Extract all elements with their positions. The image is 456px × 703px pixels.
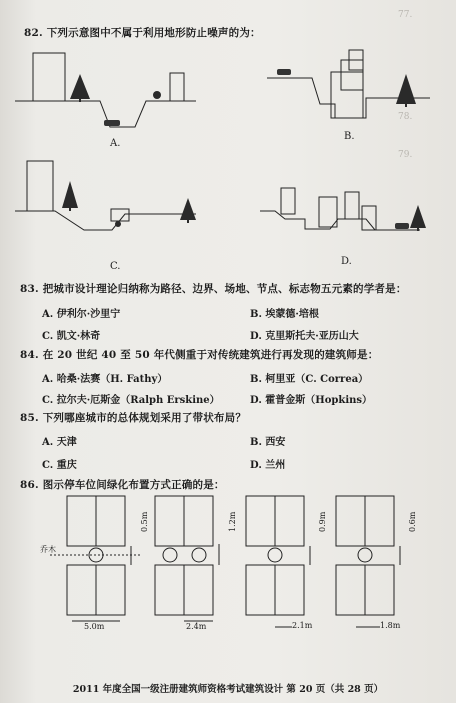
question-82: 82. 下列示意图中不属于利用地形防止噪声的为：: [24, 27, 261, 39]
question-84: 84. 在 20 世纪 40 至 50 年代侧重于对传统建筑进行再发现的建筑师是：: [20, 349, 379, 361]
q84-option-a[interactable]: A. 哈桑·法赛（H. Fathy）: [42, 374, 168, 385]
page-footer: 2011 年度全国一级注册建筑师资格考试建筑设计 第 20 页（共 28 页）: [72, 684, 384, 695]
q83-option-c[interactable]: C. 凯文·林奇: [42, 331, 101, 342]
q83-option-d[interactable]: D. 克里斯托夫·亚历山大: [250, 331, 359, 342]
tree-circle-icon: [163, 548, 177, 562]
dim-d-horizontal: 1.8m: [380, 621, 401, 630]
bleed-through-text: 77.: [398, 10, 413, 20]
q85-option-a[interactable]: A. 天津: [42, 437, 77, 448]
q84-option-c[interactable]: C. 拉尔夫·厄斯金（Ralph Erskine）: [42, 395, 220, 406]
dim-d-vertical: 0.6m: [408, 511, 417, 532]
bleed-through-text: 78.: [398, 112, 413, 122]
q82-label-b: B.: [344, 131, 355, 142]
q84-option-b[interactable]: B. 柯里亚（C. Correa）: [250, 374, 369, 385]
tree-label: 乔木: [40, 545, 56, 554]
dim-c-vertical: 0.9m: [318, 511, 327, 532]
dim-c-horizontal: 2.1m: [292, 621, 313, 630]
tree-circle-icon: [192, 548, 206, 562]
dim-b-vertical: 1.2m: [228, 511, 237, 532]
question-86: 86. 图示停车位间绿化布置方式正确的是：: [20, 479, 225, 491]
dim-a-vertical: 0.5m: [140, 511, 149, 532]
tree-circle-icon: [268, 548, 282, 562]
q82-label-c: C.: [110, 261, 121, 272]
q83-option-b[interactable]: B. 埃蒙德·培根: [250, 309, 319, 320]
q82-label-a: A.: [110, 138, 121, 149]
q82-label-d: D.: [341, 256, 352, 267]
question-85: 85. 下列哪座城市的总体规划采用了带状布局？: [20, 412, 247, 424]
q84-option-d[interactable]: D. 霍普金斯（Hopkins）: [250, 395, 373, 406]
dim-a-horizontal: 5.0m: [84, 622, 105, 631]
q83-option-a[interactable]: A. 伊利尔·沙里宁: [42, 309, 121, 320]
question-83: 83. 把城市设计理论归纳称为路径、边界、场地、节点、标志物五元素的学者是：: [20, 283, 407, 295]
tree-circle-icon: [358, 548, 372, 562]
q85-option-b[interactable]: B. 西安: [250, 437, 286, 448]
q85-option-d[interactable]: D. 兰州: [250, 460, 286, 471]
q85-option-c[interactable]: C. 重庆: [42, 460, 77, 471]
bleed-through-text: 79.: [398, 150, 413, 160]
dim-b-horizontal: 2.4m: [186, 622, 207, 631]
